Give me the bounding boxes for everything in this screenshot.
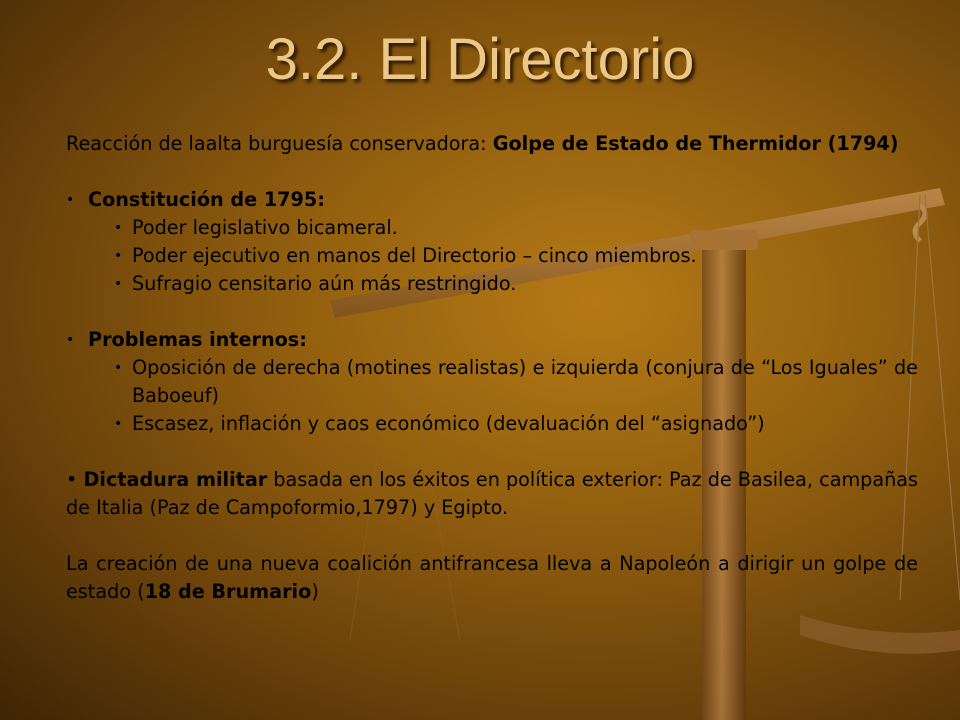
conclusion-paragraph [66,550,918,606]
slide-content [66,130,918,606]
page-title: 3.2. El Directorio [265,27,695,92]
intro-bold: Golpe de Estado de Thermidor (1794) [492,132,899,155]
bullet-icon: • [114,276,123,292]
bullet-icon: • [66,192,75,208]
problemas-item: Oposición de derecha (motines realistas) e izquierda (conjura de “Los Iguales” de Baboeuf) [132,356,918,407]
bullet-icon: • [66,332,75,348]
bullet-icon: • [66,468,78,491]
dictadura-paragraph [66,466,918,522]
bullet-icon: • [114,220,123,236]
conclusion-bold: 18 de Brumario [144,580,312,603]
list-item [114,214,918,242]
list-item [114,354,918,410]
constitucion-item: Poder ejecutivo en manos del Directorio – cinco miembros. [132,244,697,267]
intro-text: Reacción de laalta burguesía conservadora: [66,132,493,155]
list-item [114,242,918,270]
dictadura-text: basada en los éxitos en política exterior: Paz de Basilea, campañas de Italia (Paz de Campoformio,1797) y Egipto. [66,468,918,519]
list-item [66,186,918,214]
list-item [66,326,918,354]
constitucion-heading: Constitución de 1795: [88,188,325,211]
conclusion-text: La creación de una nueva coalición antifrancesa lleva a Napoleón a dirigir un golpe de estado ( [66,552,918,603]
conclusion-end: ) [311,580,319,603]
problemas-heading: Problemas internos: [88,328,307,351]
bullet-icon: • [114,416,123,432]
problemas-item: Escasez, inflación y caos económico (devaluación del “asignado”) [132,412,765,435]
constitucion-item: Poder legislativo bicameral. [132,216,398,239]
bullet-icon: • [114,360,123,376]
bullet-icon: • [114,248,123,264]
intro-paragraph [66,130,918,158]
list-item [114,270,918,298]
list-item [114,410,918,438]
constitucion-item: Sufragio censitario aún más restringido. [132,272,517,295]
dictadura-bold: Dictadura militar [83,468,268,491]
